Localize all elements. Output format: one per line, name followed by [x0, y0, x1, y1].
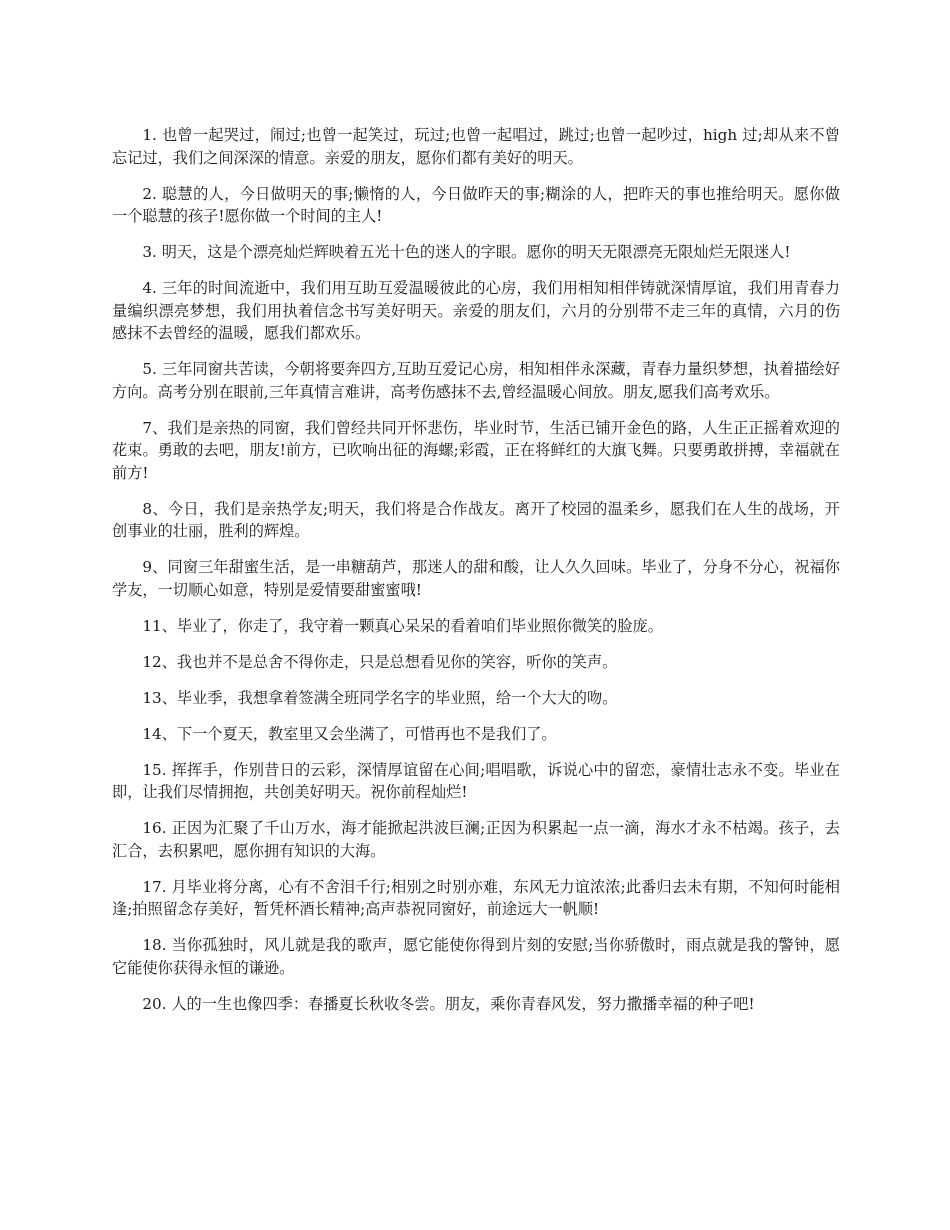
paragraph-4: 4. 三年的时间流逝中，我们用互助互爱温暖彼此的心房，我们用相知相伴铸就深情厚谊，我们用青春力量编织漂亮梦想，我们用执着信念书写美好明天。亲爱的朋友们，六月的分别带不走三年的真情，六月的伤感抹不去曾经的温暖，愿我们都欢乐。: [112, 279, 840, 342]
paragraph-13: 13、毕业季，我想拿着签满全班同学名字的毕业照，给一个大大的吻。: [142, 688, 618, 707]
paragraph-17: 17. 月毕业将分离，心有不舍泪千行;相别之时别亦难，东风无力谊浓浓;此番归去未有期，不知何时能相逢;拍照留念存美好，暂凭杯酒长精神;高声恭祝同窗好，前途远大一帆顺!: [112, 877, 840, 918]
document-page: [112, 124, 840, 1029]
paragraph-16: 16. 正因为汇聚了千山万水，海才能掀起洪波巨澜;正因为积累起一点一滴，海水才永不枯竭。孩子，去汇合，去积累吧，愿你拥有知识的大海。: [112, 819, 840, 860]
paragraph-12: 12、我也并不是总舍不得你走，只是总想看见你的笑容，听你的笑声。: [142, 652, 618, 671]
paragraph-18: 18. 当你孤独时，风儿就是我的歌声，愿它能使你得到片刻的安慰;当你骄傲时，雨点就是我的警钟，愿它能使你获得永恒的谦逊。: [112, 936, 840, 977]
paragraph-8: 8、今日，我们是亲热学友;明天，我们将是合作战友。离开了校园的温柔乡，愿我们在人生的战场，开创事业的壮丽，胜利的辉煌。: [112, 499, 840, 540]
paragraph-9: 9、同窗三年甜蜜生活，是一串糖葫芦，那迷人的甜和酸，让人久久回味。毕业了，分身不分心，祝福你学友，一切顺心如意，特别是爱情要甜蜜蜜哦!: [112, 558, 840, 599]
paragraph-3: 3. 明天，这是个漂亮灿烂辉映着五光十色的迷人的字眼。愿你的明天无限漂亮无限灿烂无限迷人!: [142, 243, 791, 261]
paragraph-20: 20. 人的一生也像四季：春播夏长秋收冬尝。朋友，乘你青春风发，努力撒播幸福的种子吧!: [142, 994, 755, 1013]
paragraph-14: 14、下一个夏天，教室里又会坐满了，可惜再也不是我们了。: [142, 724, 557, 743]
paragraph-2: 2. 聪慧的人，今日做明天的事;懒惰的人，今日做昨天的事;糊涂的人，把昨天的事也推给明天。愿你做一个聪慧的孩子!愿你做一个时间的主人!: [112, 184, 840, 225]
paragraph-7: 7、我们是亲热的同窗，我们曾经共同开怀悲伤，毕业时节，生活已铺开金色的路，人生正正摇着欢迎的花束。勇敢的去吧，朋友!前方，已吹响出征的海螺;彩霞，正在将鲜红的大旗飞舞。只要勇敢拼搏，幸福就在前方!: [112, 418, 840, 482]
paragraph-15: 15. 挥挥手，作别昔日的云彩，深情厚谊留在心间;唱唱歌，诉说心中的留恋，豪情壮志永不变。毕业在即，让我们尽情拥抱，共创美好明天。祝你前程灿烂!: [112, 760, 840, 801]
paragraph-5: 5. 三年同窗共苦读，今朝将要奔四方,互助互爱记心房，相知相伴永深藏，青春力量织梦想，执着描绘好方向。高考分别在眼前,三年真情言难讲，高考伤感抹不去,曾经温暖心间放。朋友,愿我们高考欢乐。: [112, 360, 840, 401]
paragraph-11: 11、毕业了，你走了，我守着一颗真心呆呆的看着咱们毕业照你微笑的脸庞。: [142, 616, 663, 635]
paragraph-1: 1. 也曾一起哭过，闹过;也曾一起笑过，玩过;也曾一起唱过，跳过;也曾一起吵过，high 过;却从来不曾忘记过，我们之间深深的情意。亲爱的朋友，愿你们都有美好的明天。: [112, 126, 840, 167]
